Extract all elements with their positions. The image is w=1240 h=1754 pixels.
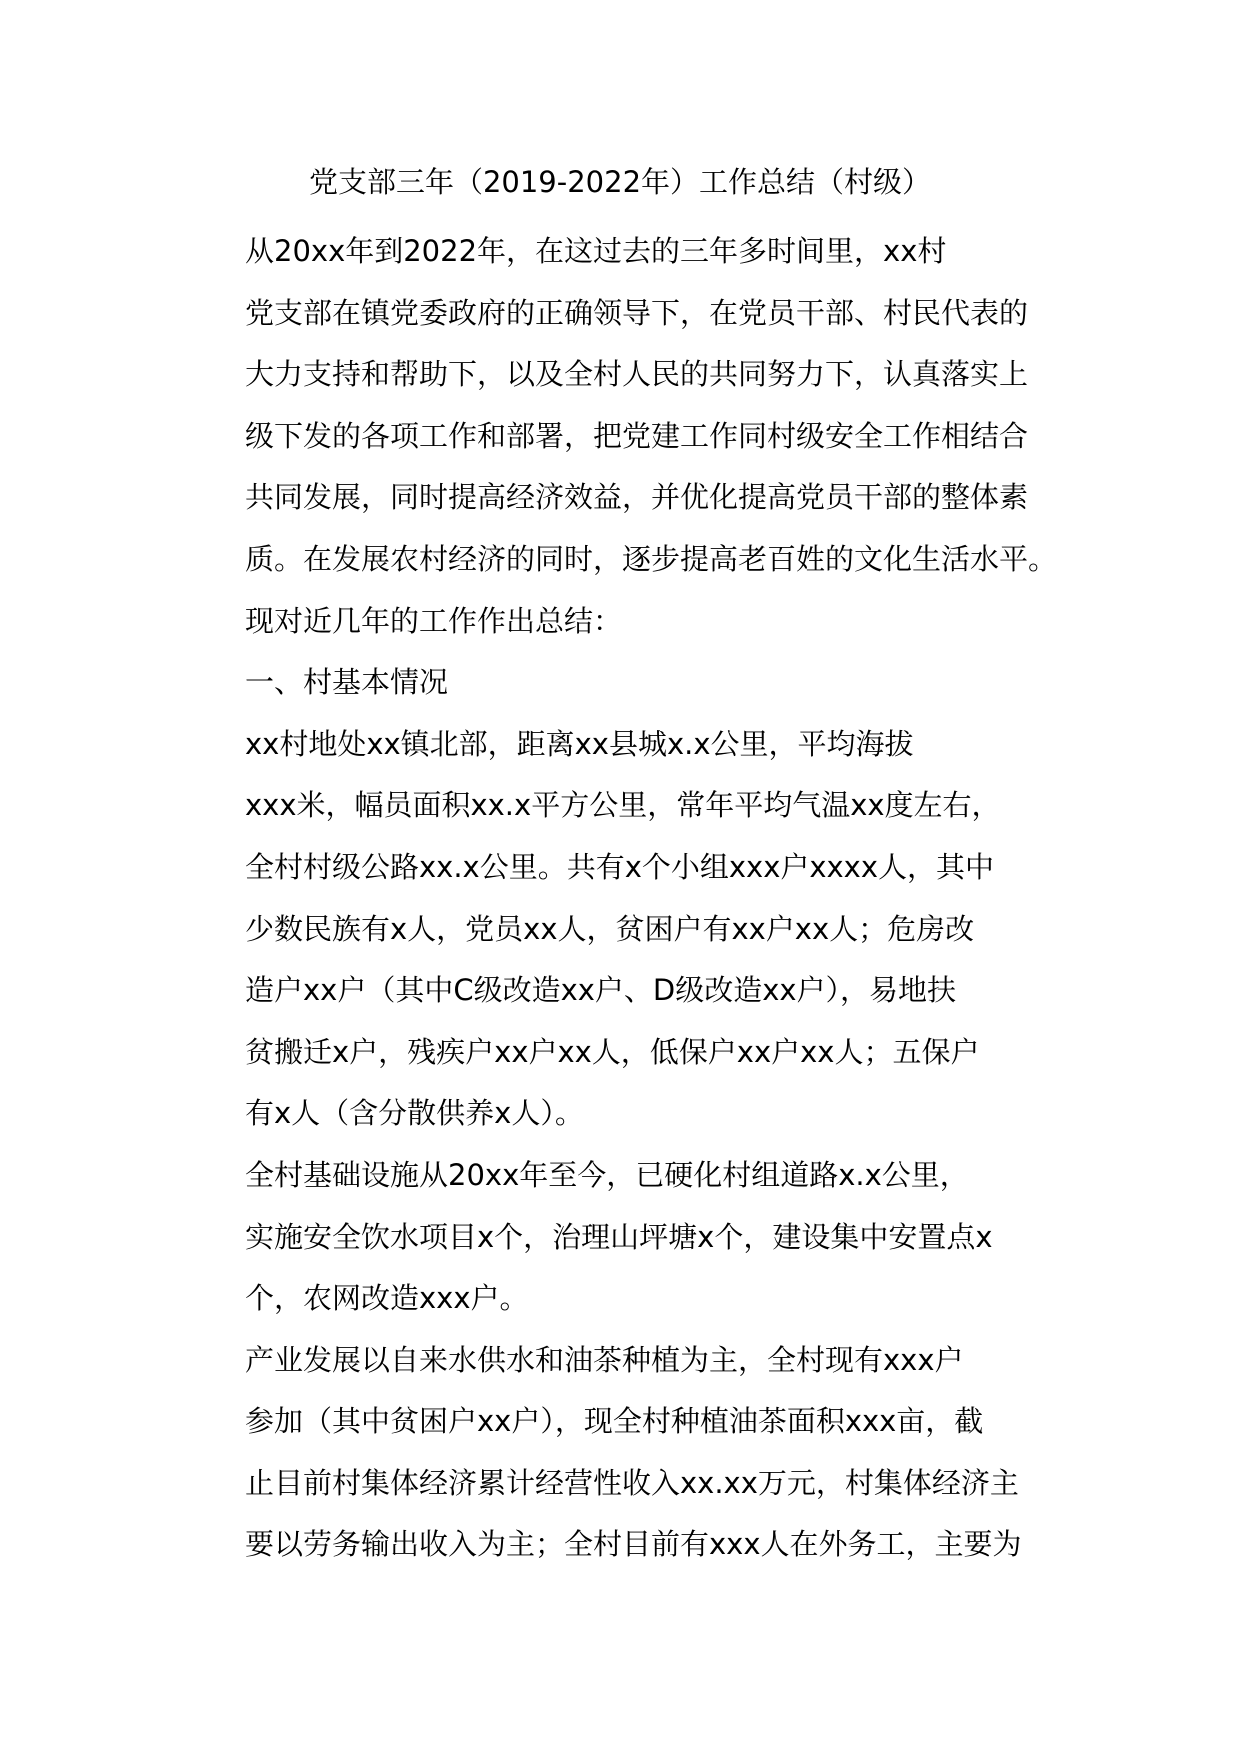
text-line: 质。在发展农村经济的同时，逐步提高老百姓的文化生活水平。: [245, 541, 1058, 576]
text-line: 少数民族有x人，党员xx人，贫困户有xx户xx人；危房改: [245, 911, 975, 946]
text-line: 止目前村集体经济累计经营性收入xx.xx万元，村集体经济主: [245, 1465, 1019, 1500]
text-line: 个，农网改造xxx户。: [245, 1281, 529, 1316]
text-line: 参加（其中贫困户xx户），现全村种植油茶面积xxx亩，截: [245, 1404, 984, 1439]
text-line: xxx米，幅员面积xx.x平方公里，常年平均气温xx度左右，: [245, 788, 1001, 823]
text-line: 级下发的各项工作和部署，把党建工作同村级安全工作相结合: [245, 418, 1029, 453]
text-line: 有x人（含分散供养x人）。: [245, 1096, 584, 1131]
text-line: 产业发展以自来水供水和油茶种植为主，全村现有xxx户: [245, 1342, 964, 1377]
text-line: 要以劳务输出收入为主；全村目前有xxx人在外务工，主要为: [245, 1527, 1022, 1562]
text-line: 从20xx年到2022年，在这过去的三年多时间里，xx村: [245, 234, 947, 268]
text-line: xx村地处xx镇北部，距离xx县城x.x公里，平均海拔: [245, 726, 914, 761]
text-line: 一、村基本情况: [245, 665, 449, 700]
section-heading: [187, 652, 1057, 714]
text-line: 实施安全饮水项目x个，治理山坪塘x个，建设集中安置点x: [245, 1219, 993, 1254]
paragraph-village-overview: [187, 714, 1057, 1145]
paragraph-infrastructure: [187, 1145, 1057, 1330]
document-body: [187, 221, 1057, 1576]
paragraph-industry: [187, 1330, 1057, 1576]
text-line: 贫搬迁x户，残疾户xx户xx人，低保户xx户xx人；五保户: [245, 1034, 980, 1069]
document-title: 党支部三年（2019-2022年）工作总结（村级）: [308, 165, 932, 199]
text-line: 大力支持和帮助下，以及全村人民的共同努力下，认真落实上: [245, 357, 1029, 392]
text-line: 共同发展，同时提高经济效益，并优化提高党员干部的整体素: [245, 480, 1029, 515]
text-line: 党支部在镇党委政府的正确领导下，在党员干部、村民代表的: [245, 295, 1029, 330]
text-line: 现对近几年的工作作出总结：: [245, 603, 623, 638]
text-line: 全村基础设施从20xx年至今，已硬化村组道路x.x公里，: [245, 1157, 969, 1192]
text-line: 造户xx户（其中C级改造xx户、D级改造xx户），易地扶: [245, 973, 957, 1008]
paragraph-intro: [187, 221, 1057, 652]
text-line: 全村村级公路xx.x公里。共有x个小组xxx户xxxx人，其中: [245, 849, 995, 884]
